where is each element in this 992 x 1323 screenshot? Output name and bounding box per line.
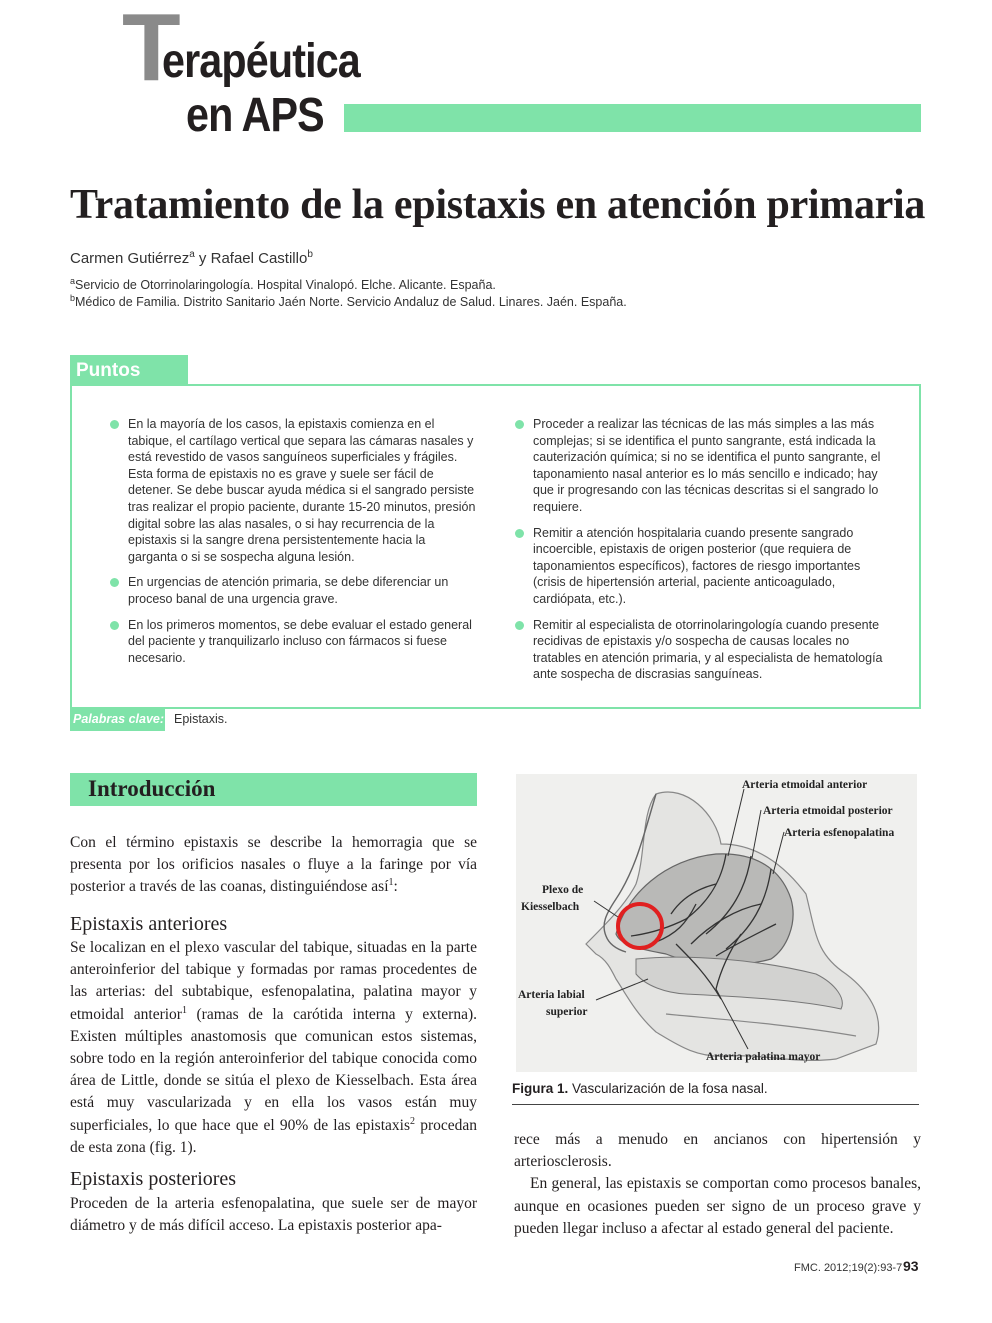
bullet-icon: [110, 621, 119, 630]
key-point: [533, 416, 885, 516]
figure-caption-label: Figura 1.: [512, 1081, 569, 1096]
key-point: [128, 574, 476, 607]
label-etmoidal-anterior: Arteria etmoidal anterior: [742, 779, 868, 791]
bullet-icon: [515, 621, 524, 630]
intro-p1-end: :: [393, 878, 398, 896]
subheading-anteriores: Epistaxis anteriores: [70, 913, 228, 935]
label-plexo-line2: Kiesselbach: [521, 901, 580, 913]
intro-p4-text: rece más a menudo en ancianos con hipertensión y arteriosclerosis.: [514, 1131, 921, 1171]
figure-nasal-vascularization: [516, 774, 917, 1072]
figure-caption: [512, 1081, 768, 1096]
intro-heading: Introducción: [70, 773, 477, 806]
header-section-line2: en APS: [186, 89, 324, 142]
key-point: [128, 617, 476, 667]
intro-p2b-text: (ramas de la carótida interna y externa). Existen múltiples anastomosis que comunican estos sistemas, sobre todo en la región anteroinferior del tabique conocida como área de Little, donde se sitúa el plexo de Kiesselbach. Esta área está muy vascularizada y en ella los vasos están muy superficiales, lo que hace que el 90% de las epistaxis: [70, 1005, 478, 1134]
key-point-text: En urgencias de atención primaria, se debe diferenciar un proceso banal de una urgencia grave.: [128, 575, 449, 606]
intro-paragraph-2: [70, 937, 477, 1159]
label-esfenopalatina: Arteria esfenopalatina: [784, 827, 895, 839]
intro-paragraph-4: [514, 1129, 921, 1240]
footer-citation: FMC. 2012;19(2):93-7: [794, 1262, 903, 1274]
key-point-text: Proceder a realizar las técnicas de las más simples a las más complejas; si se identifica el punto sangrante, está indicada la cauterización química; si no se identifica el punto sangrante, el taponamiento nasal anterior es lo más sencillo e indicado; hay que ir progresando con las técnicas descritas si el sangrado lo requiere.: [533, 417, 881, 514]
reference-mark: 1: [181, 1004, 187, 1016]
intro-p2a-text: Se localizan en el plexo vascular del tabique, situadas en la parte anteroinferior del tabique y formadas por ramas procedentes de las arterias: del subtabique, esfenopalatina, palatina mayor y etmoidal anterior: [70, 939, 477, 1023]
key-point: [128, 416, 476, 565]
label-palatina-mayor: Arteria palatina mayor: [706, 1051, 821, 1063]
intro-p2c-text: procedan de esta zona (fig. 1).: [70, 1116, 477, 1156]
key-point-text: Remitir al especialista de otorrinolaringología cuando presente recidivas de epistaxis y/o sospecha de causas locales no tratables en atención primaria, y al especialista de hematología ante sospecha de discrasias sanguíneas.: [533, 617, 883, 682]
subheading-posteriores: Epistaxis posteriores: [70, 1168, 237, 1190]
author-1: Carmen Gutiérrez: [70, 250, 190, 267]
intro-p5-text: En general, las epistaxis se comportan como procesos banales, aunque en ocasiones pueden ser signo de un proceso grave y pueden llegar incluso a afectar al estado general del paciente.: [514, 1175, 921, 1237]
affiliation-b-sup: b: [70, 293, 76, 303]
author-connector: y: [194, 250, 211, 267]
bullet-icon: [515, 420, 524, 429]
intro-p1-text: Con el término epistaxis se describe la hemorragia que se presenta por los orificios nasales o fluye a la faringe por vía posterior a través de las coanas, distinguiéndose así: [70, 834, 477, 896]
authors: [70, 249, 313, 267]
affiliation-a-sup: a: [70, 276, 76, 286]
key-point: [533, 617, 885, 683]
key-point: [533, 525, 885, 608]
author-1-sup: a: [189, 249, 195, 260]
bullet-icon: [110, 578, 119, 587]
intro-p3-text: Proceden de la arteria esfenopalatina, que suele ser de mayor diámetro y de más difícil acceso. La epistaxis posterior apa-: [70, 1195, 477, 1235]
bullet-icon: [110, 420, 119, 429]
puntos-clave-label: Puntos clave: [70, 355, 188, 385]
bullet-icon: [515, 529, 524, 538]
page-number: 93: [903, 1258, 919, 1274]
article-title: Tratamiento de la epistaxis en atención primaria: [70, 182, 926, 228]
author-2-sup: b: [307, 249, 313, 260]
key-point-text: En los primeros momentos, se debe evaluar el estado general del paciente y tranquilizarlo incluso con fármacos si fuese necesario.: [128, 617, 472, 665]
puntos-clave-box: [70, 384, 921, 709]
figure-caption-rule: [512, 1104, 919, 1105]
intro-paragraph-1: [70, 832, 477, 899]
key-point-text: En la mayoría de los casos, la epistaxis comienza en el tabique, el cartílago vertical que separa las cámaras nasales y está revestido de vasos sanguíneos superficiales y frágiles. Esta forma de epistaxis no es grave y suele ser fácil de detener. Se debe buscar ayuda médica si el sangrado persiste tras realizar el propio paciente, durante 15-20 minutos, presión digital sobre las alas nasales, o si hay recurrencia de la epistaxis si la sangre drena persistentemente hacia la garganta o si se sospecha alguna lesión.: [128, 417, 476, 564]
puntos-clave-left-column: [128, 416, 476, 675]
puntos-clave-right-column: [533, 416, 885, 692]
key-point-text: Remitir a atención hospitalaria cuando presente sangrado incoercible, epistaxis de origen posterior (que requiera de taponamientos específicos), factores de riesgo importantes (crisis de hipertensión arterial, paciente anticoagulado, cardiópata, etc.).: [533, 525, 861, 606]
header-section-line1: erapéutica: [162, 35, 360, 88]
header-accent-bar: [344, 104, 921, 132]
affiliation-b-text: Médico de Familia. Distrito Sanitario Jaén Norte. Servicio Andaluz de Salud. Linares. Jaén. España.: [75, 295, 627, 310]
keywords-label: Palabras clave:: [70, 709, 165, 731]
label-plexo-line1: Plexo de: [542, 884, 584, 896]
intro-paragraph-3: [70, 1193, 477, 1237]
label-etmoidal-posterior: Arteria etmoidal posterior: [763, 805, 893, 817]
affiliation-a: [70, 276, 496, 292]
label-labial-line2: superior: [546, 1006, 588, 1018]
figure-caption-text: Vascularización de la fosa nasal.: [568, 1081, 768, 1096]
reference-mark: 2: [409, 1115, 415, 1127]
header-big-letter: T: [122, 0, 179, 101]
author-2: Rafael Castillo: [210, 250, 308, 267]
keywords-value: Epistaxis.: [174, 712, 228, 726]
reference-mark: 1: [388, 877, 394, 889]
affiliation-a-text: Servicio de Otorrinolaringología. Hospital Vinalopó. Elche. Alicante. España.: [75, 278, 496, 293]
nasal-anatomy-illustration: [516, 774, 917, 1072]
affiliation-b: [70, 293, 627, 309]
label-labial-line1: Arteria labial: [518, 989, 585, 1001]
